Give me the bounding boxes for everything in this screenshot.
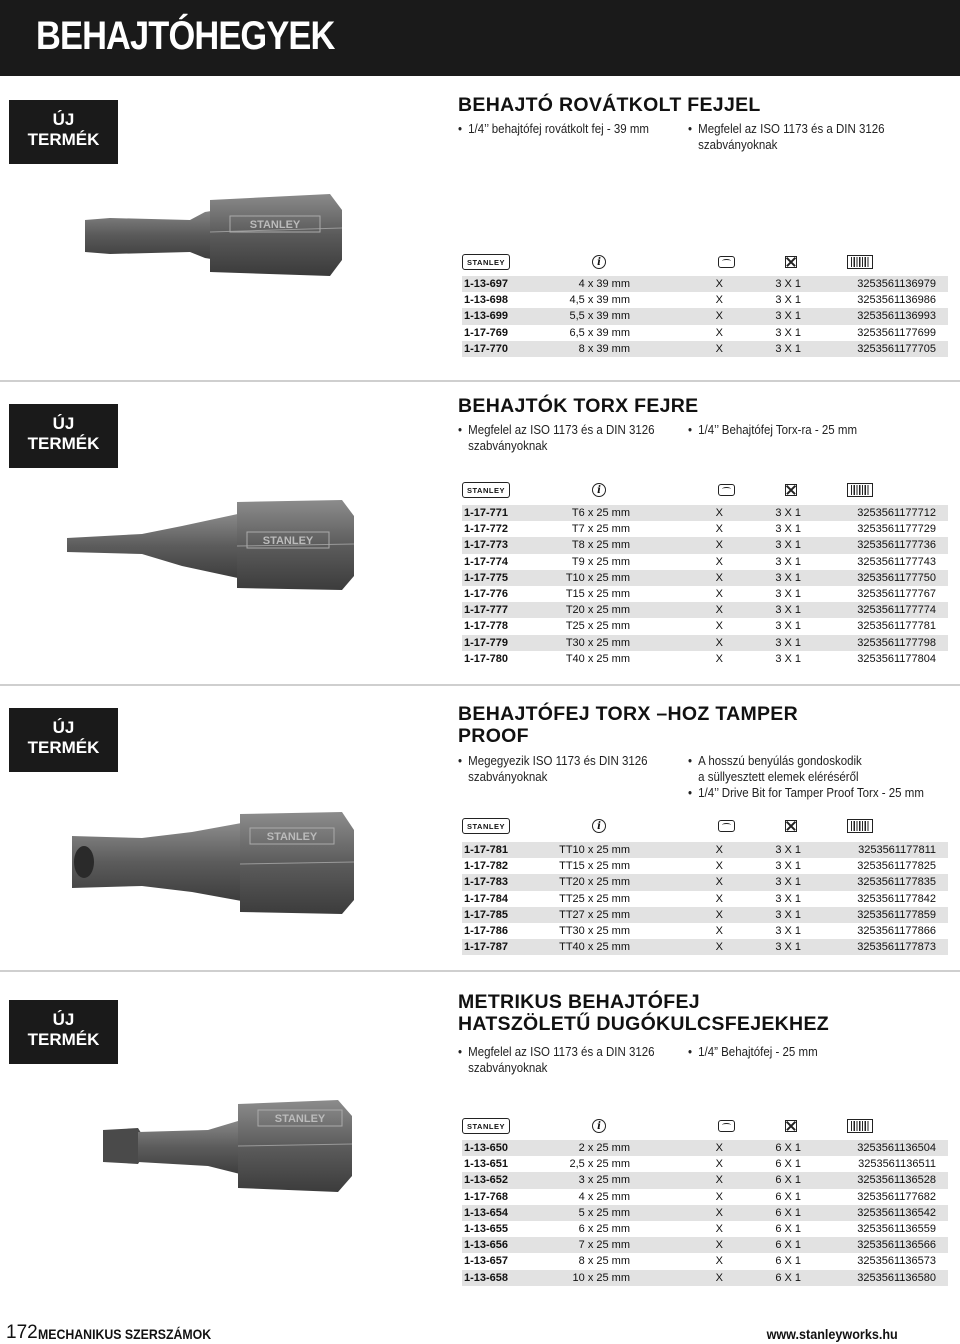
quantity: 3 X 1 [775, 925, 801, 938]
table-row [462, 537, 948, 553]
quantity: 3 X 1 [723, 308, 801, 324]
size: 7 x 25 mm [558, 1237, 630, 1253]
quantity: 3 X 1 [775, 652, 801, 665]
mark: X [630, 505, 723, 521]
catalog-number: 1-13-658 [462, 1270, 558, 1286]
catalog-number: 1-17-768 [464, 1190, 509, 1203]
bullet-item: • 1/4’’ Drive Bit for Tamper Proof Torx - 25 mm [688, 785, 927, 801]
stanley-logo-icon: STANLEY [462, 818, 510, 834]
bullet-item: • Megfelel az ISO 1173 és a DIN 3126 [458, 422, 668, 438]
quantity: 3 X 1 [723, 874, 801, 890]
mark: X [630, 874, 723, 890]
ean-code: 3253561136504 [801, 1140, 948, 1156]
quantity: 3 X 1 [723, 842, 801, 858]
tamper-torx-bit-image [62, 808, 362, 918]
ean-code: 3253561136573 [857, 1255, 936, 1268]
table-row [462, 907, 948, 923]
pack-icon [718, 256, 735, 268]
header-bar [0, 0, 960, 76]
table-row [462, 874, 948, 890]
product-table [462, 842, 948, 955]
mark: X [715, 860, 723, 873]
quantity: 3 X 1 [775, 326, 801, 339]
mark: X [715, 652, 723, 665]
ean-code: 3253561177811 [801, 842, 948, 858]
ean-code: 3253561136986 [857, 294, 936, 307]
table-row [462, 570, 948, 586]
quantity: 6 X 1 [775, 1158, 801, 1171]
bullet-item: • 1/4’’ behajtófej rovátkolt fej - 39 mm [458, 121, 668, 137]
quantity: 3 X 1 [723, 570, 801, 586]
table-row [462, 1140, 948, 1156]
ean-code: 3253561177682 [857, 1190, 936, 1203]
ean-code: 3253561177774 [801, 602, 948, 618]
mark: X [630, 537, 723, 553]
quantity: 3 X 1 [723, 505, 801, 521]
size: TT27 x 25 mm [558, 907, 630, 923]
table-row [462, 1270, 948, 1286]
new-product-badge: ÚJ TERMÉK [9, 100, 118, 164]
ean-code: 3253561177781 [857, 620, 936, 633]
catalog-number: 1-17-783 [462, 874, 558, 890]
mark: X [630, 276, 723, 292]
quantity: 3 X 1 [775, 523, 801, 536]
catalog-number: 1-13-654 [462, 1205, 558, 1221]
size: T7 x 25 mm [571, 523, 630, 536]
catalog-number: 1-17-787 [462, 939, 558, 955]
size: 4 x 25 mm [578, 1190, 630, 1203]
size: 5 x 25 mm [558, 1205, 630, 1221]
catalog-number: 1-13-697 [462, 276, 558, 292]
svg-text:STANLEY: STANLEY [266, 831, 318, 843]
stanley-logo-icon: STANLEY [462, 482, 510, 498]
table-row [462, 554, 948, 570]
mark: X [715, 523, 723, 536]
section-divider [0, 970, 960, 972]
size: TT30 x 25 mm [559, 925, 630, 938]
mark: X [715, 555, 723, 568]
pack-icon [718, 820, 735, 832]
ean-code: 3253561177804 [857, 652, 936, 665]
mark: X [715, 1190, 723, 1203]
box-icon [785, 1120, 797, 1132]
table-row [462, 1189, 948, 1205]
info-icon: i [592, 483, 606, 497]
catalog-number: 1-13-652 [462, 1172, 558, 1188]
quantity: 6 X 1 [723, 1140, 801, 1156]
quantity: 6 X 1 [775, 1190, 801, 1203]
table-row [462, 292, 948, 308]
catalog-number: 1-17-770 [462, 341, 558, 357]
barcode-icon [847, 819, 873, 833]
ean-code: 3253561136511 [858, 1158, 936, 1171]
size: TT10 x 25 mm [558, 842, 630, 858]
mark: X [630, 570, 723, 586]
catalog-number: 1-17-778 [464, 620, 509, 633]
new-product-badge: ÚJ TERMÉK [9, 404, 118, 468]
catalog-number: 1-17-771 [462, 505, 558, 521]
size: 3 x 25 mm [558, 1172, 630, 1188]
pack-icon [718, 1120, 735, 1132]
table-row [462, 602, 948, 618]
torx-bit-image [62, 490, 362, 600]
size: T20 x 25 mm [558, 602, 630, 618]
barcode-icon [847, 255, 873, 269]
size: TT20 x 25 mm [558, 874, 630, 890]
quantity: 6 X 1 [723, 1237, 801, 1253]
quantity: 3 X 1 [775, 860, 801, 873]
mark: X [630, 635, 723, 651]
catalog-number: 1-13-656 [462, 1237, 558, 1253]
ean-code: 3253561177767 [857, 588, 936, 601]
bullet-item: • Megfelel az ISO 1173 és a DIN 3126 [688, 121, 927, 137]
size: 4,5 x 39 mm [569, 294, 630, 307]
quantity: 3 X 1 [723, 341, 801, 357]
quantity: 3 X 1 [775, 588, 801, 601]
ean-code: 3253561136580 [801, 1270, 948, 1286]
size: T15 x 25 mm [565, 588, 630, 601]
catalog-number: 1-17-785 [462, 907, 558, 923]
table-row [462, 276, 948, 292]
mark: X [630, 939, 723, 955]
table-row [462, 505, 948, 521]
size: 8 x 39 mm [558, 341, 630, 357]
table-row [462, 1156, 948, 1172]
new-product-badge: ÚJ TERMÉK [9, 1000, 118, 1064]
ean-code: 3253561136566 [801, 1237, 948, 1253]
table-row [462, 923, 948, 939]
ean-code: 3253561136559 [857, 1223, 936, 1236]
catalog-number: 1-17-769 [464, 326, 509, 339]
box-icon [785, 256, 797, 268]
table-row [462, 586, 948, 602]
ean-code: 3253561177866 [857, 925, 936, 938]
catalog-number: 1-17-773 [462, 537, 558, 553]
mark: X [630, 602, 723, 618]
size: T40 x 25 mm [565, 652, 630, 665]
mark: X [630, 1270, 723, 1286]
ean-code: 3253561177798 [801, 635, 948, 651]
size: 6 x 25 mm [578, 1223, 630, 1236]
quantity: 3 X 1 [723, 276, 801, 292]
table-row [462, 521, 948, 537]
catalog-number: 1-17-779 [462, 635, 558, 651]
catalog-number: 1-17-780 [464, 652, 509, 665]
size: 5,5 x 39 mm [558, 308, 630, 324]
section-divider [0, 380, 960, 382]
stanley-logo-icon: STANLEY [462, 1118, 510, 1134]
mark: X [630, 341, 723, 357]
box-icon [785, 484, 797, 496]
quantity: 3 X 1 [723, 602, 801, 618]
info-icon: i [592, 255, 606, 269]
catalog-number: 1-17-776 [464, 588, 509, 601]
catalog-number: 1-13-650 [462, 1140, 558, 1156]
bullet-continuation: szabványoknak [698, 138, 778, 152]
size: T9 x 25 mm [571, 555, 630, 568]
catalog-number: 1-13-699 [462, 308, 558, 324]
catalog-number: 1-13-657 [464, 1255, 509, 1268]
quantity: 6 X 1 [723, 1270, 801, 1286]
catalog-number: 1-17-781 [462, 842, 558, 858]
table-row [462, 1237, 948, 1253]
ean-code: 3253561136542 [801, 1205, 948, 1221]
barcode-icon [847, 483, 873, 497]
size: 6,5 x 39 mm [569, 326, 630, 339]
size: TT15 x 25 mm [559, 860, 630, 873]
size: T10 x 25 mm [558, 570, 630, 586]
catalog-number: 1-17-774 [464, 555, 509, 568]
mark: X [630, 1237, 723, 1253]
quantity: 3 X 1 [723, 635, 801, 651]
svg-text:STANLEY: STANLEY [262, 535, 314, 547]
page-number: 172 [6, 1322, 38, 1343]
mark: X [630, 1172, 723, 1188]
size: 2,5 x 25 mm [569, 1158, 630, 1171]
catalog-number: 1-17-772 [464, 523, 509, 536]
table-row [462, 858, 948, 874]
section-title: BEHAJTÓFEJ TORX –HOZ TAMPER PROOF [458, 703, 798, 747]
mark: X [630, 1205, 723, 1221]
mark: X [715, 925, 723, 938]
table-row [462, 618, 948, 634]
info-icon: i [592, 819, 606, 833]
bullet-continuation: szabványoknak [468, 1061, 548, 1075]
table-row [462, 891, 948, 907]
box-icon [785, 820, 797, 832]
table-row [462, 325, 948, 341]
ean-code: 3253561136993 [801, 308, 948, 324]
catalog-number: 1-17-775 [462, 570, 558, 586]
bullet-continuation: a süllyesztett elemek eléréséről [698, 770, 859, 784]
table-row [462, 842, 948, 858]
size: T6 x 25 mm [558, 505, 630, 521]
size: TT25 x 25 mm [559, 892, 630, 905]
hex-bit-image [98, 1090, 368, 1200]
quantity: 6 X 1 [723, 1205, 801, 1221]
mark: X [715, 326, 723, 339]
size: T30 x 25 mm [558, 635, 630, 651]
table-row [462, 939, 948, 955]
bullet-item: • 1/4’’ Behajtófej Torx-ra - 25 mm [688, 422, 927, 438]
ean-code: 3253561177873 [801, 939, 948, 955]
column-icons [462, 1118, 942, 1136]
footer-category: MECHANIKUS SZERSZÁMOK [38, 1326, 212, 1342]
table-row [462, 1221, 948, 1237]
table-row [462, 1205, 948, 1221]
product-table [462, 505, 948, 667]
size: 8 x 25 mm [578, 1255, 630, 1268]
catalog-number: 1-17-777 [462, 602, 558, 618]
ean-code: 3253561177750 [801, 570, 948, 586]
quantity: 3 X 1 [723, 939, 801, 955]
ean-code: 3253561177729 [857, 523, 936, 536]
table-row [462, 341, 948, 357]
ean-code: 3253561136528 [801, 1172, 948, 1188]
slotted-bit-image [80, 180, 350, 290]
svg-text:STANLEY: STANLEY [249, 219, 301, 231]
table-row [462, 635, 948, 651]
bullet-item: • 1/4” Behajtófej - 25 mm [688, 1044, 927, 1060]
mark: X [715, 588, 723, 601]
mark: X [715, 1158, 723, 1171]
column-icons [462, 482, 942, 500]
page-title: BEHAJTÓHEGYEK [36, 14, 335, 58]
catalog-number: 1-17-786 [464, 925, 509, 938]
ean-code: 3253561177705 [801, 341, 948, 357]
size: T25 x 25 mm [565, 620, 630, 633]
section-title: BEHAJTÓ ROVÁTKOLT FEJJEL [458, 94, 761, 116]
mark: X [630, 1140, 723, 1156]
section-title: BEHAJTÓK TORX FEJRE [458, 395, 699, 417]
quantity: 6 X 1 [723, 1172, 801, 1188]
new-product-badge: ÚJ TERMÉK [9, 708, 118, 772]
mark: X [715, 1223, 723, 1236]
quantity: 3 X 1 [723, 537, 801, 553]
bullet-item: • Megfelel az ISO 1173 és a DIN 3126 [458, 1044, 668, 1060]
column-icons [462, 254, 942, 272]
info-icon: i [592, 1119, 606, 1133]
ean-code: 3253561136979 [801, 276, 948, 292]
table-row [462, 651, 948, 667]
footer-url[interactable]: www.stanleyworks.hu [766, 1326, 898, 1342]
mark: X [715, 294, 723, 307]
size: 2 x 25 mm [558, 1140, 630, 1156]
mark: X [630, 907, 723, 923]
section-divider [0, 684, 960, 686]
mark: X [715, 620, 723, 633]
size: 10 x 25 mm [558, 1270, 630, 1286]
catalog-number: 1-13-698 [464, 294, 509, 307]
quantity: 6 X 1 [775, 1223, 801, 1236]
catalog-number: 1-13-655 [464, 1223, 509, 1236]
catalog-number: 1-17-784 [464, 892, 509, 905]
ean-code: 3253561177736 [801, 537, 948, 553]
ean-code: 3253561177842 [857, 892, 936, 905]
quantity: 6 X 1 [775, 1255, 801, 1268]
barcode-icon [847, 1119, 873, 1133]
product-table [462, 276, 948, 357]
bullet-continuation: szabványoknak [468, 770, 548, 784]
ean-code: 3253561177835 [801, 874, 948, 890]
quantity: 3 X 1 [723, 907, 801, 923]
ean-code: 3253561177699 [857, 326, 936, 339]
bullet-continuation: szabványoknak [468, 439, 548, 453]
table-row [462, 308, 948, 324]
stanley-logo-icon: STANLEY [462, 254, 510, 270]
size: 4 x 39 mm [558, 276, 630, 292]
column-icons [462, 818, 942, 836]
catalog-number: 1-13-651 [464, 1158, 509, 1171]
ean-code: 3253561177825 [857, 860, 936, 873]
ean-code: 3253561177743 [857, 555, 936, 568]
quantity: 3 X 1 [775, 555, 801, 568]
svg-text:STANLEY: STANLEY [274, 1113, 326, 1125]
size: TT40 x 25 mm [558, 939, 630, 955]
quantity: 3 X 1 [775, 620, 801, 633]
table-row [462, 1172, 948, 1188]
quantity: 3 X 1 [775, 294, 801, 307]
quantity: 3 X 1 [775, 892, 801, 905]
size: T8 x 25 mm [558, 537, 630, 553]
ean-code: 3253561177859 [801, 907, 948, 923]
table-row [462, 1253, 948, 1269]
mark: X [715, 892, 723, 905]
bullet-item: • A hosszú benyúlás gondoskodik [688, 753, 927, 769]
ean-code: 3253561177712 [801, 505, 948, 521]
bullet-item: • Megegyezik ISO 1173 és DIN 3126 [458, 753, 668, 769]
mark: X [630, 842, 723, 858]
product-table [462, 1140, 948, 1286]
section-title: METRIKUS BEHAJTÓFEJ HATSZÖLETŰ DUGÓKULCSFEJEKHEZ [458, 991, 829, 1035]
mark: X [630, 308, 723, 324]
mark: X [715, 1255, 723, 1268]
pack-icon [718, 484, 735, 496]
catalog-number: 1-17-782 [464, 860, 509, 873]
